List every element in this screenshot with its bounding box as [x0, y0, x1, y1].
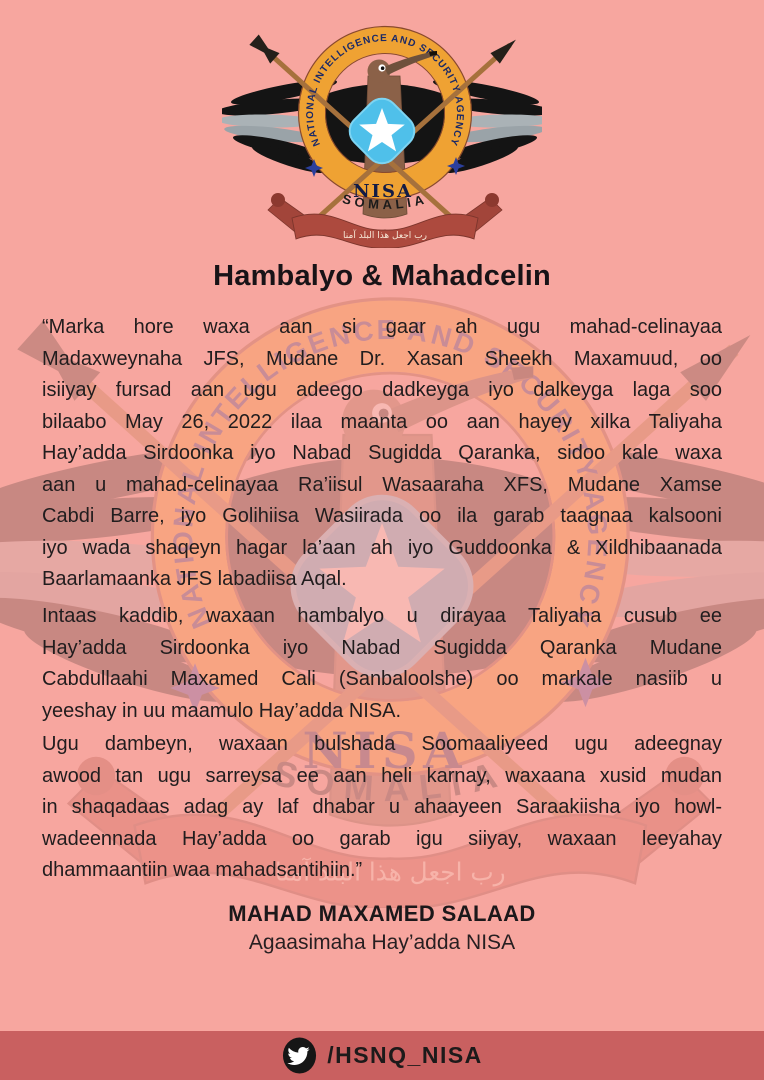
text-line: aan u mahad-celinayaa Ra’iisul Wasaaraha XFS, Mudane Xamse — [42, 473, 722, 496]
text-line: yeeshay in uu maamulo Hay’adda NISA. — [42, 699, 402, 722]
text-line: Madaxweynaha JFS, Mudane Dr. Xasan Sheekh Maxamuud, oo — [42, 347, 722, 370]
twitter-icon — [281, 1037, 318, 1074]
text-line: iyo wada shaqeyn hagar la’aan ah iyo Guddoonka & Xildhibaanada — [42, 536, 722, 559]
footer-bar — [0, 1031, 764, 1080]
signature-role: Agaasimaha Hay’adda NISA — [248, 931, 516, 954]
text-line: “Marka hore waxa aan si gaar ah ugu mahad-celinayaa — [42, 316, 722, 338]
social-handle: /HSNQ_NISA — [327, 1042, 483, 1068]
text-line: Hay’adda Sirdoonka iyo Nabad Sugidda Qaranka Mudane — [42, 636, 722, 659]
text-line: awood tan ugu sarreysa ee aan heli karnay, waxaana xusid mudan — [42, 764, 722, 787]
paragraph-3 — [42, 729, 722, 887]
signature-name: MAHAD MAXAMED SALAAD — [228, 901, 536, 926]
text-line: Intaas kaddib, waxaan hambalyo u dirayaa Taliyaha cusub ee — [42, 605, 722, 627]
nisa-logo — [222, 8, 542, 248]
text-line: Ugu dambeyn, waxaan bulshada Soomaaliyeed ugu adeegnay — [42, 733, 722, 755]
text-line: Baarlamaanka JFS labadiisa Aqal. — [42, 568, 347, 590]
text-line: bilaabo May 26, 2022 ilaa maanta oo aan hayey xilka Taliyaha — [42, 410, 722, 433]
paragraph-2 — [42, 601, 722, 727]
text-line: Cabdullaahi Maxamed Cali (Sanbaloolshe) oo markale nasiib u — [42, 668, 722, 690]
page-title: Hambalyo & Mahadcelin — [213, 260, 551, 292]
text-line: Cabdi Barre, iyo Golihiisa Wasiirada oo ila garab taagnaa kalsooni — [42, 505, 722, 527]
paragraph-1 — [42, 312, 722, 596]
text-line: isiiyay fursad aan ugu adeego dadkeyga iyo dalkeyga laga soo — [42, 379, 722, 401]
text-line: dhammaantiin waa mahadsantihiin.” — [42, 859, 363, 881]
text-line: Hay’adda Sirdoonka iyo Nabad Sugidda Qaranka, sidoo kale waxa — [42, 442, 722, 464]
text-line: in shaqadaas adag ay laf dhabar u ahaayeen Saraakiisha iyo howl- — [42, 796, 722, 818]
text-line: wadeennada Hay’adda oo garab igu siiyay, waxaan leeyahay — [42, 827, 722, 850]
